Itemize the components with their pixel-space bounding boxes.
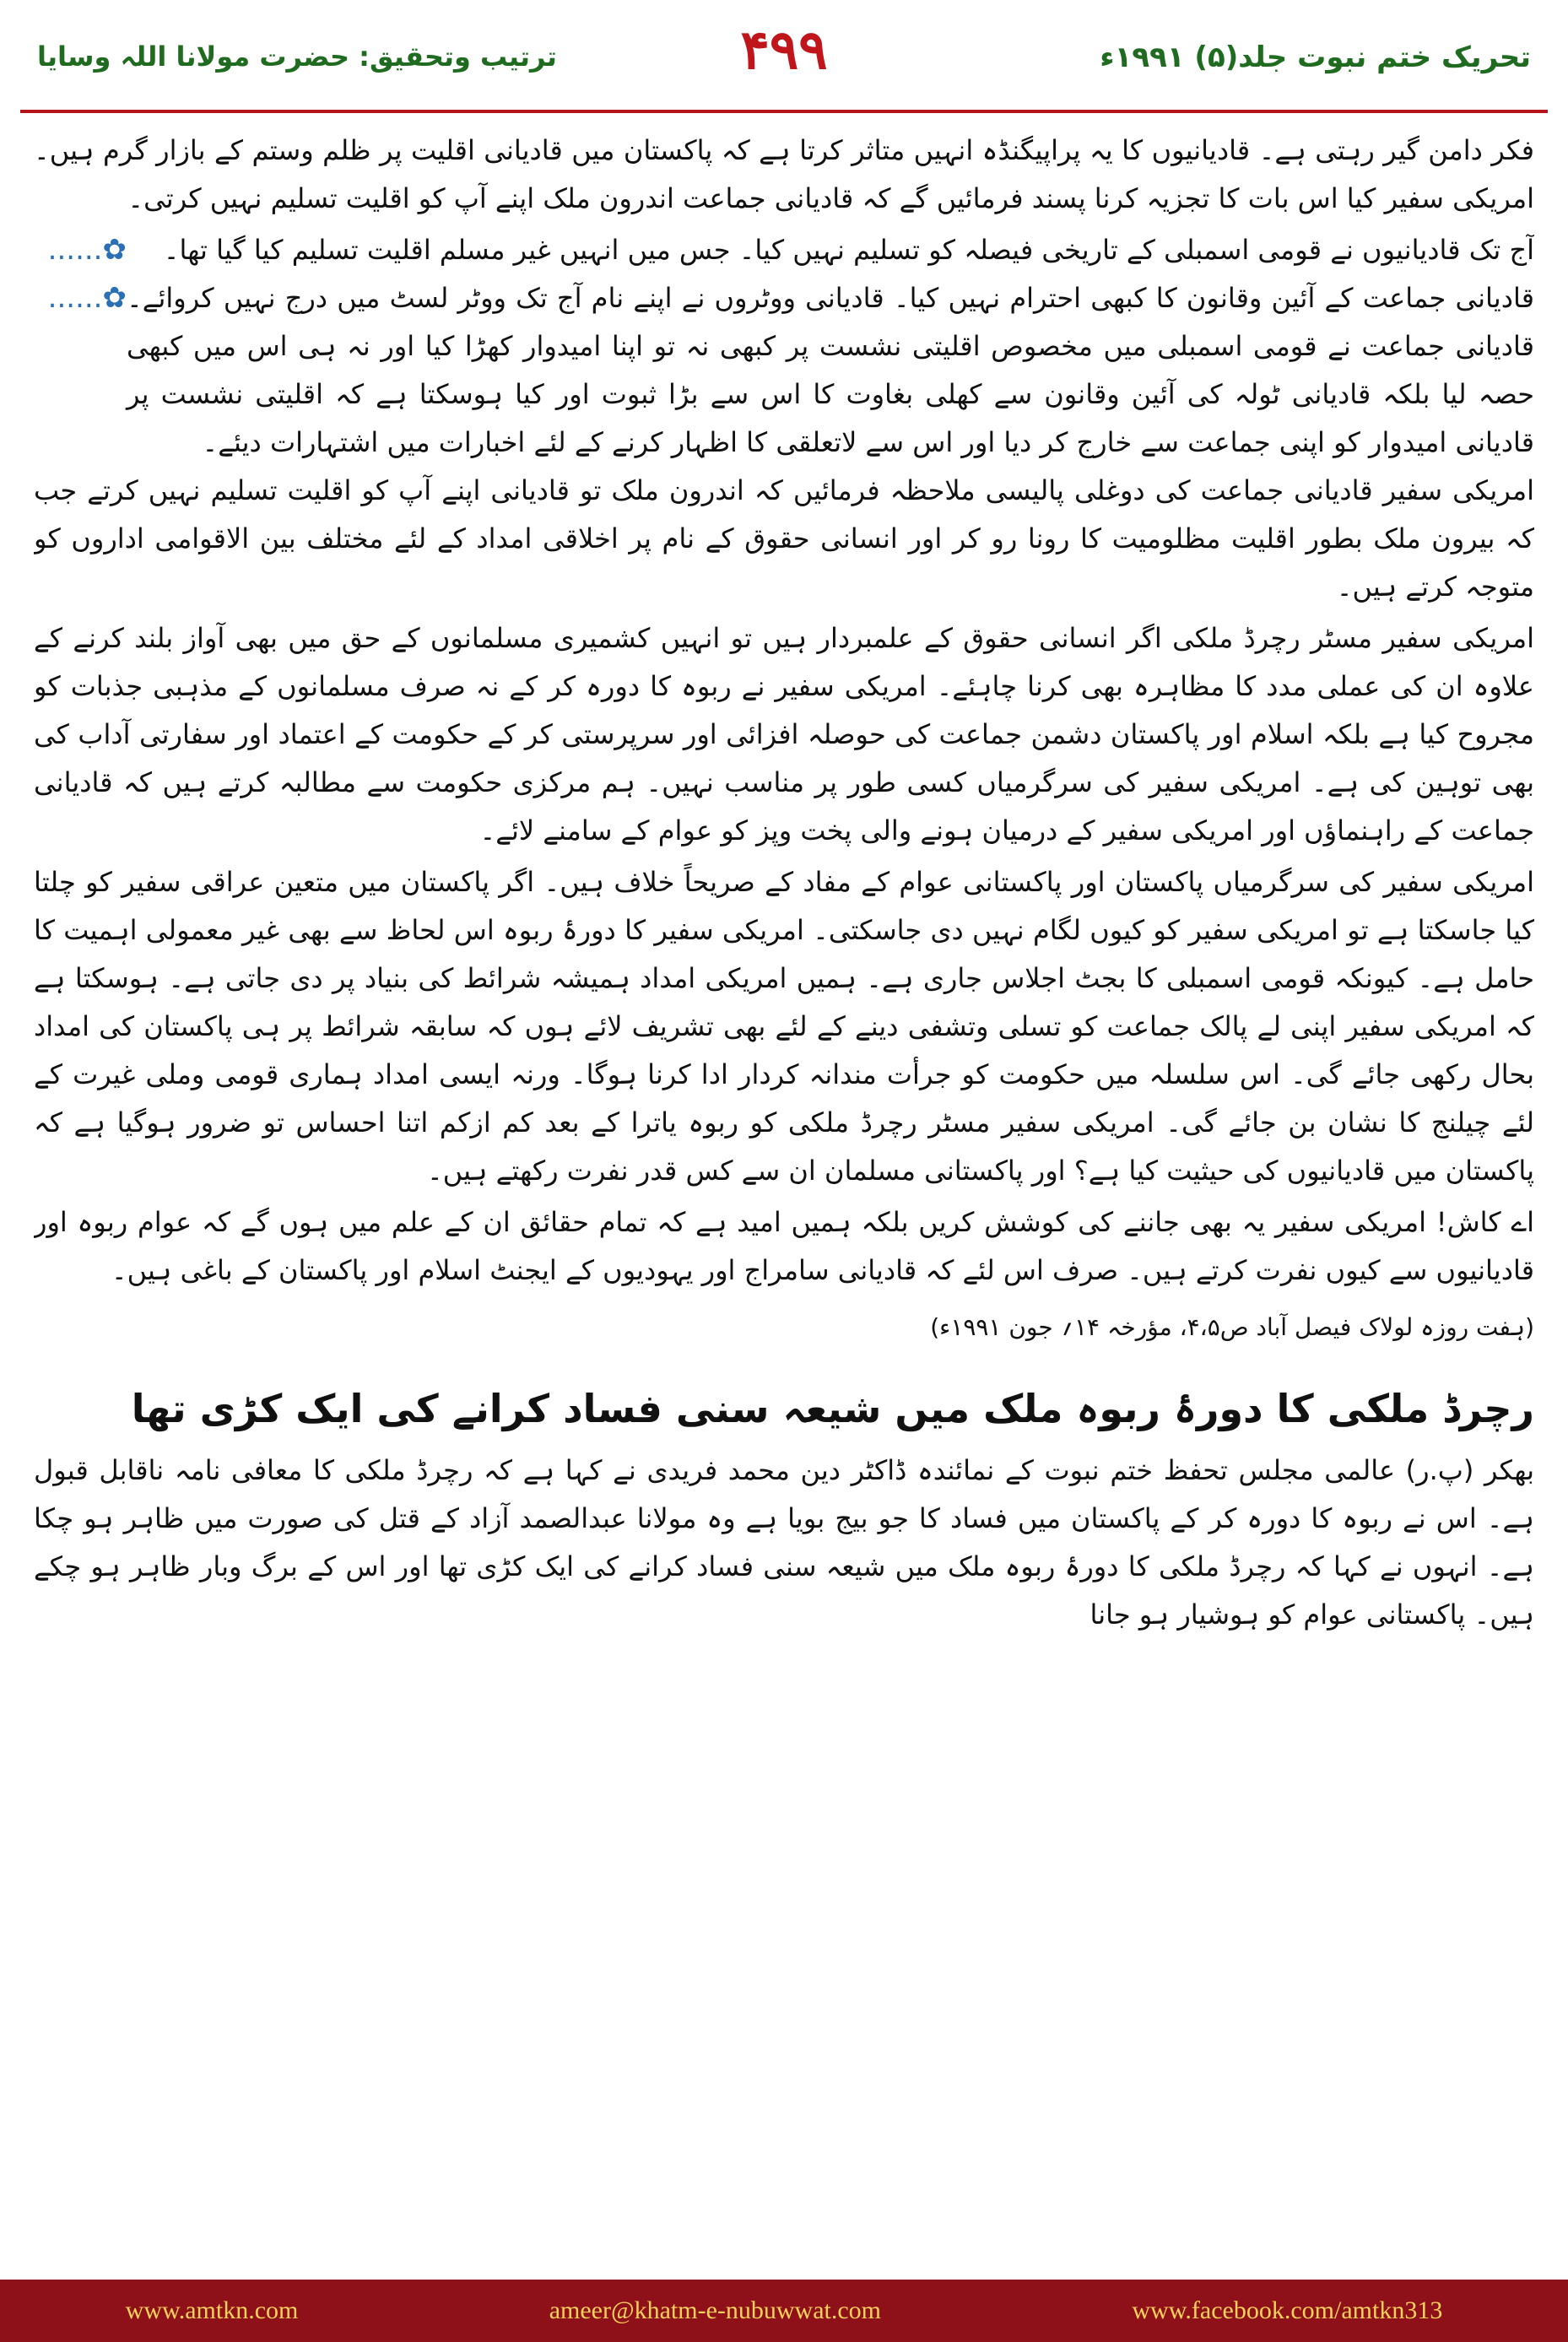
paragraph-2: امریکی سفیر قادیانی جماعت کی دوغلی پالیسی ملاحظہ فرمائیں کہ اندرون ملک تو قادیانی اپنے آپ کو اقلیت تسلیم نہیں کرتے جب کہ بیرون ملک بطور اقلیت مظلومیت کا رونا رو کر اور انسانی حقوق کے نام پر اخلاقی امداد کے لئے مختلف بین الاقوامی اداروں کو متوجہ کرتے ہیں۔ bbox=[34, 474, 1534, 603]
bullet-dots: ...... bbox=[47, 281, 103, 315]
paragraph-5: اے کاش! امریکی سفیر یہ بھی جاننے کی کوشش کریں بلکہ ہمیں امید ہے کہ تمام حقائق ان کے علم میں ہوں گے کہ عوام ربوہ اور قادیانیوں سے کیوں نفرت کرتے ہیں۔ صرف اس لئے کہ قادیانی سامراج اور یہودیوں کے ایجنٹ اسلام اور پاکستان کے باغی ہیں۔ bbox=[34, 1206, 1534, 1286]
footer-facebook-link[interactable]: www.facebook.com/amtkn313 bbox=[1132, 2296, 1443, 2324]
bullet-dots: ...... bbox=[47, 233, 103, 267]
paragraph-4: امریکی سفیر کی سرگرمیاں پاکستان اور پاکستانی عوام کے مفاد کے صریحاً خلاف ہیں۔ اگر پاکستان میں متعین عراقی سفیر کو چلتا کیا جاسکتا ہے تو امریکی سفیر کو کیوں لگام نہیں دی جاسکتی۔ امریکی سفیر کا دورۂ ربوہ اس لحاظ سے بھی غیر معمولی اہمیت کا حامل ہے۔ کیونکہ قومی اسمبلی کا بجٹ اجلاس جاری ہے۔ ہمیں امریکی امداد ہمیشہ شرائط کی بنیاد پر دی جاتی ہے۔ ہوسکتا ہے کہ امریکی سفیر اپنی لے پالک جماعت کو تسلی وتشفی دینے کے لئے بھی تشریف لائے ہوں کہ سابقہ شرائط پر ہی پاکستان کی امداد بحال رکھی جائے گی۔ اس سلسلہ میں حکومت کو جرأت مندانہ کردار ادا کرنا ہوگا۔ ورنہ ایسی امداد ہماری قومی وملی غیرت کے لئے چیلنج کا نشان بن جائے گی۔ امریکی سفیر مسٹر رچرڈ ملکی کو ربوہ یاترا کے بعد کم ازکم اتنا احساس تو ضرور ہوگیا ہے کہ پاکستان میں قادیانیوں کی حیثیت کیا ہے؟ اور پاکستانی مسلمان ان سے کس قدر نفرت رکھتے ہیں۔ bbox=[34, 866, 1534, 1187]
flower-bullet-icon: ✿...... bbox=[47, 233, 127, 267]
compiler-credit: ترتیب وتحقیق: حضرت مولانا اللہ وسایا bbox=[37, 41, 557, 73]
paragraph-6: بھکر (پ.ر) عالمی مجلس تحفظ ختم نبوت کے نمائندہ ڈاکٹر دین محمد فریدی نے کہا ہے کہ رچرڈ ملکی کا معافی نامہ ناقابل قبول ہے۔ اس نے ربوہ کا دورہ کر کے پاکستان میں فساد کا جو بیج بویا ہے وہ مولانا عبدالصمد آزاد کے قتل کی صورت میں ظاہر ہو چکا ہے۔ انہوں نے کہا کہ رچرڈ ملکی کا دورۂ ربوہ ملک میں شیعہ سنی فساد کرانے کی ایک کڑی تھا اور اس کے برگ وبار ظاہر ہو چکے ہیں۔ پاکستانی عوام کو ہوشیار ہو جانا bbox=[34, 1454, 1534, 1631]
source-citation: (ہفت روزہ لولاک فیصل آباد ص۴،۵، مؤرخہ ۱۴؍ جون ۱۹۹۱ء) bbox=[930, 1313, 1534, 1341]
paragraph-1: فکر دامن گیر رہتی ہے۔ قادیانیوں کا یہ پراپیگنڈہ انہیں متاثر کرتا ہے کہ پاکستان میں قادیانی اقلیت پر ظلم وستم کے بازار گرم ہیں۔ امریکی سفیر کیا اس بات کا تجزیہ کرنا پسند فرمائیں گے کہ قادیانی جماعت اندرون ملک اپنے آپ کو اقلیت تسلیم نہیں کرتی۔ bbox=[34, 134, 1534, 214]
flower-bullet-icon: ✿...... bbox=[47, 281, 127, 315]
book-title: تحریک ختم نبوت جلد(۵) ۱۹۹۱ء bbox=[1100, 41, 1531, 74]
page-footer bbox=[0, 2280, 1568, 2342]
footer-website-link[interactable]: www.amtkn.com bbox=[125, 2296, 299, 2324]
paragraph-3: امریکی سفیر مسٹر رچرڈ ملکی اگر انسانی حقوق کے علمبردار ہیں تو انہیں کشمیری مسلمانوں کے حق میں بھی آواز بلند کرنے کے علاوہ ان کی عملی مدد کا مظاہرہ بھی کرنا چاہئے۔ امریکی سفیر نے ربوہ کا دورہ کر کے نہ صرف مسلمانوں کے مذہبی جذبات کو مجروح کیا ہے بلکہ اسلام اور پاکستان دشمن جماعت کی حوصلہ افزائی اور سرپرستی کر کے حکومت کے اعتماد اور سفارتی آداب کی بھی توہین کی ہے۔ امریکی سفیر کی سرگرمیاں کسی طور پر مناسب نہیں۔ ہم مرکزی حکومت سے مطالبہ کرتے ہیں کہ قادیانی جماعت کے راہنماؤں اور امریکی سفیر کے درمیان ہونے والی پخت وپز کو عوام کے سامنے لائے۔ bbox=[34, 622, 1534, 846]
header-divider bbox=[20, 110, 1548, 113]
footer-email-link[interactable]: ameer@khatm-e-nubuwwat.com bbox=[549, 2296, 882, 2324]
bullet-text-1: آج تک قادیانیوں نے قومی اسمبلی کے تاریخی فیصلہ کو تسلیم نہیں کیا۔ جس میں انہیں غیر مسلم اقلیت تسلیم کیا گیا تھا۔ bbox=[163, 234, 1534, 266]
section-heading: رچرڈ ملکی کا دورۂ ربوہ ملک میں شیعہ سنی فساد کرانے کی ایک کڑی تھا bbox=[131, 1386, 1534, 1431]
bullet-item-2 bbox=[34, 274, 1534, 467]
page-header bbox=[20, 15, 1548, 116]
page-content bbox=[34, 127, 1534, 2253]
bullet-item-1 bbox=[34, 226, 1534, 274]
bullet-text-2: قادیانی جماعت کے آئین وقانون کا کبھی احترام نہیں کیا۔ قادیانی ووٹروں نے اپنے نام آج تک ووٹر لسٹ میں درج نہیں کروائے۔ قادیانی جماعت نے قومی اسمبلی میں مخصوص اقلیتی نشست پر کبھی نہ تو اپنا امیدوار کھڑا کیا اور نہ ہی اس میں کبھی حصہ لیا بلکہ قادیانی ٹولہ کی آئین وقانون سے کھلی بغاوت کا اس سے بڑا ثبوت اور کیا ہوسکتا ہے کہ اقلیتی نشست پر قادیانی امیدوار کو اپنی جماعت سے خارج کر دیا اور اس سے لاتعلقی کا اظہار کرنے کے لئے اخبارات میں اشتہارات دیئے۔ bbox=[127, 282, 1534, 458]
page-number: ۴۹۹ bbox=[740, 19, 828, 82]
